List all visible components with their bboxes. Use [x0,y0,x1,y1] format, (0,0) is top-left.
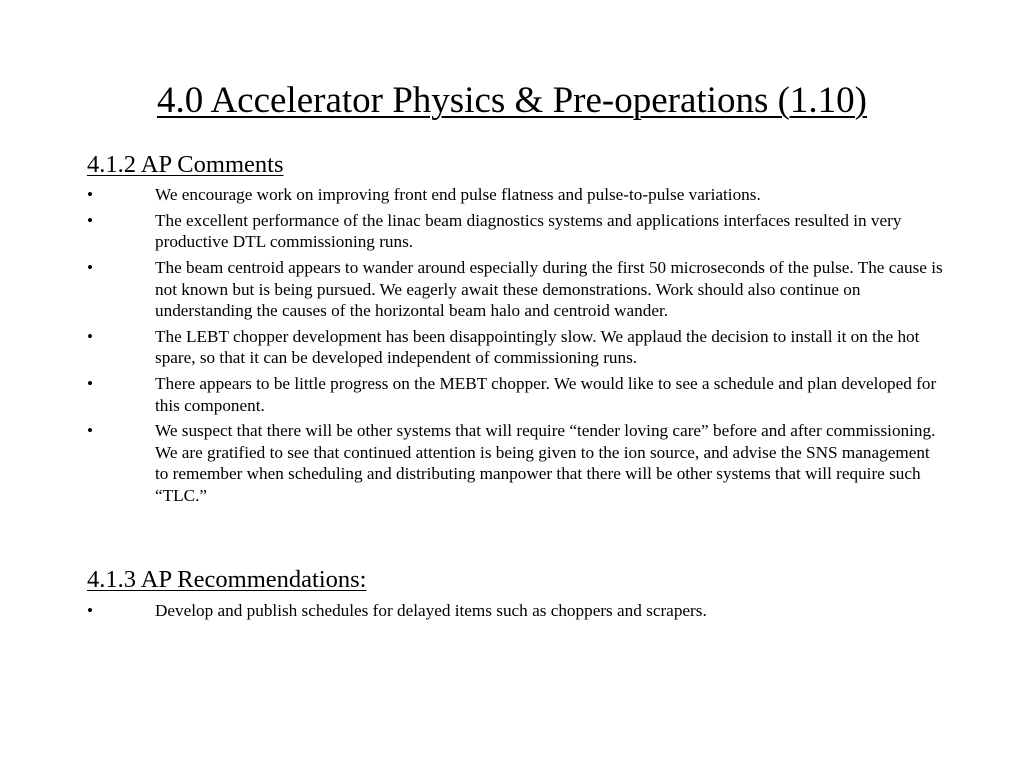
ap-recommendations-list [87,600,947,626]
list-item [87,373,947,416]
bullet-text: The excellent performance of the linac beam diagnostics systems and applications interfaces resulted in very productive DTL commissioning runs. [155,210,902,252]
list-item [87,257,947,322]
bullet-icon: • [87,326,94,346]
list-item [87,326,947,369]
bullet-text: The LEBT chopper development has been disappointingly slow. We applaud the decision to install it on the hot spare, so that it can be developed independent of commissioning runs. [155,326,920,368]
ap-comments-list [87,184,947,511]
bullet-icon: • [87,374,94,394]
bullet-text: We suspect that there will be other systems that will require “tender loving care” before and after commissioning. We are gratified to see that continued attention is being given to the ion source, and advise the SNS management to remember when scheduling and distributing manpower that there will be other systems that will require such “TLC.” [155,421,936,505]
bullet-text: Develop and publish schedules for delayed items such as choppers and scrapers. [155,601,707,620]
list-item [87,420,947,506]
section-heading-ap-recommendations: 4.1.3 AP Recommendations: [87,566,367,593]
section-heading-ap-comments: 4.1.2 AP Comments [87,151,284,178]
bullet-text: We encourage work on improving front end pulse flatness and pulse-to-pulse variations. [155,185,761,204]
bullet-icon: • [87,258,94,278]
list-item [87,184,947,206]
list-item [87,600,947,622]
bullet-icon: • [87,210,94,230]
bullet-icon: • [87,601,94,620]
bullet-icon: • [87,421,94,441]
bullet-text: There appears to be little progress on the MEBT chopper. We would like to see a schedule and plan developed for this component. [155,374,937,415]
bullet-text: The beam centroid appears to wander around especially during the first 50 microseconds of the pulse. The cause is not known but is being pursued. We eagerly await these demonstrations. Work should also continue on understanding the causes of the horizontal beam halo and centroid wander. [155,258,943,321]
slide-title: 4.0 Accelerator Physics & Pre-operations (1.10) [156,80,867,121]
list-item [87,210,947,253]
bullet-icon: • [87,185,94,204]
